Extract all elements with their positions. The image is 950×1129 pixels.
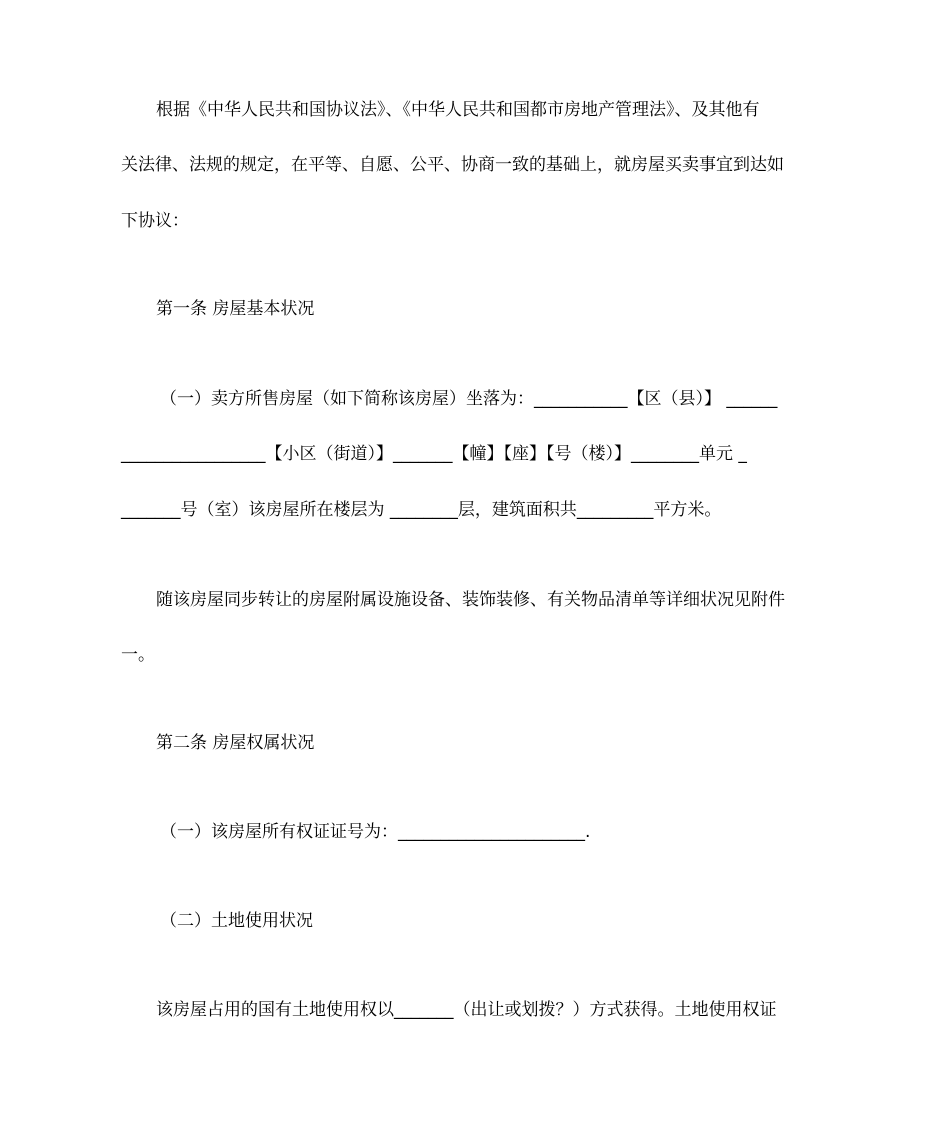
- article1-heading: 第一条 房屋基本状况: [156, 299, 315, 319]
- article1-item1-line-1: （一）卖方所售房屋（如下简称该房屋）坐落为：___________【区（县）】 ______: [160, 389, 778, 409]
- article2-item1: （一）该房屋所有权证证号为：______________________.: [160, 822, 591, 842]
- intro-line-2: 关法律、法规的规定，在平等、自愿、公平、协商一致的基础上，就房屋买卖事宜到达如: [121, 155, 784, 175]
- land-use-line: 该房屋占用的国有土地使用权以_______（出让或划拨？）方式获得。土地使用权证: [156, 1000, 777, 1020]
- article1-item1-line-3: _______号（室）该房屋所在楼层为 ________层，建筑面积共_________平方米。: [121, 500, 722, 520]
- article1-item1-line-2: _________________【小区（街道）】_______【幢】【座】【号（楼）】________单元 _: [121, 444, 747, 464]
- article2-heading: 第二条 房屋权属状况: [156, 733, 315, 753]
- attachment-line-2: 一。: [121, 645, 155, 665]
- attachment-line-1: 随该房屋同步转让的房屋附属设施设备、装饰装修、有关物品清单等详细状况见附件: [156, 590, 785, 610]
- intro-line-3: 下协议：: [121, 211, 189, 231]
- intro-line-1: 根据《中华人民共和国协议法》、《中华人民共和国都市房地产管理法》、及其他有: [156, 100, 760, 120]
- article2-item2: （二）土地使用状况: [160, 911, 313, 931]
